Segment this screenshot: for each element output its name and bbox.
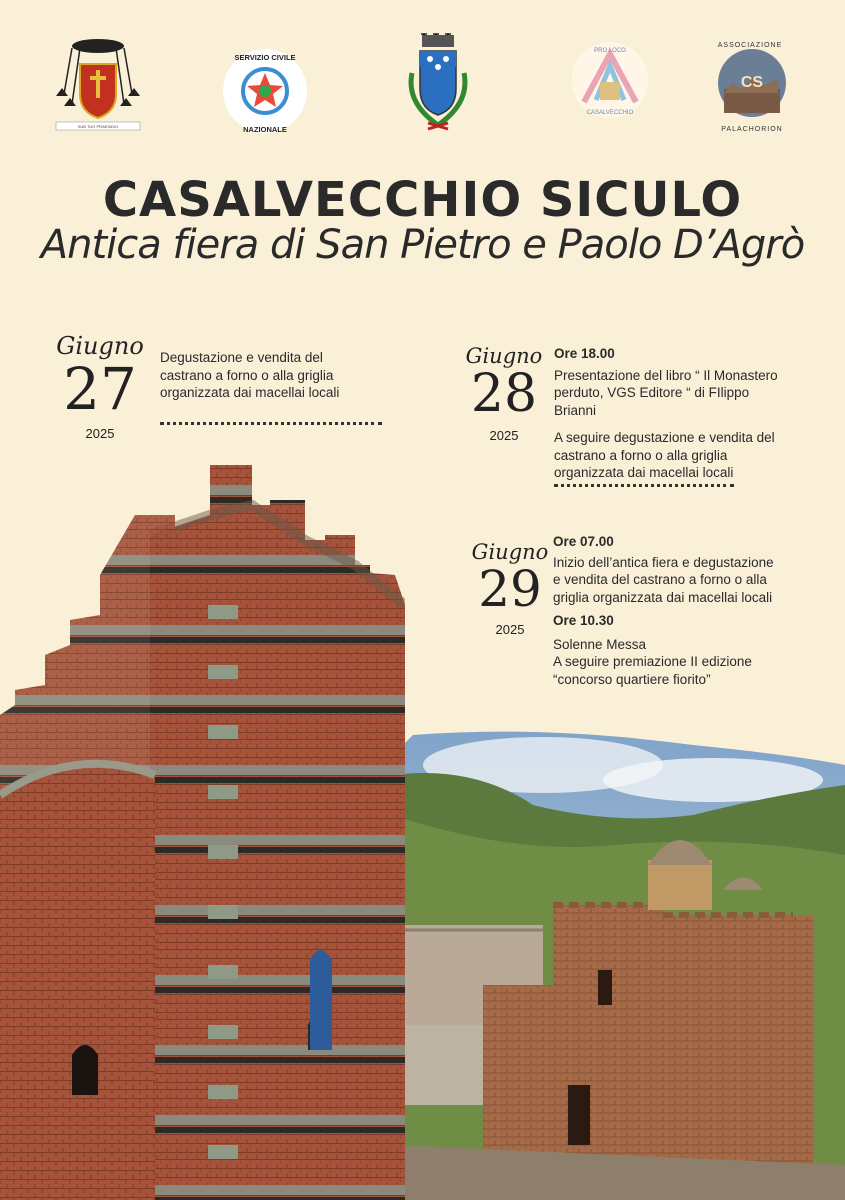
date-june-29 (470, 540, 550, 637)
event-time: Ore 07.00 (553, 534, 614, 549)
text-line: Brianni (554, 402, 597, 418)
servizio-civile-logo (220, 46, 310, 136)
event-29-description (553, 533, 838, 688)
text-line: organizzata dai macellai locali (554, 465, 734, 480)
text-line: griglia organizzata dai macellai locali (553, 589, 773, 605)
date-day: 29 (478, 560, 542, 618)
date-year: 2025 (85, 426, 115, 441)
dotted-divider (160, 422, 382, 425)
svg-text:NAZIONALE: NAZIONALE (243, 125, 287, 134)
svg-text:PRO LOCO: PRO LOCO (594, 48, 626, 54)
date-month: Giugno (56, 332, 144, 360)
text-line: “concorso quartiere fiorito” (553, 671, 711, 687)
text-line: Solenne Messa (553, 636, 647, 652)
text-line: A seguire degustazione e vendita del (554, 430, 775, 445)
svg-text:ASSOCIAZIONE: ASSOCIAZIONE (717, 42, 783, 49)
event-title: CASALVECCHIO SICULO (102, 172, 743, 228)
associazione-palachorion-logo (700, 33, 800, 133)
date-month: Giugno (471, 540, 549, 564)
svg-text:CASALVECCHIO: CASALVECCHIO (586, 110, 634, 116)
date-month: Giugno (465, 344, 543, 368)
text-line: Inizio dell’antica fiera e degustazione (553, 554, 774, 570)
svg-text:SERVIZIO CIVILE: SERVIZIO CIVILE (234, 53, 296, 62)
text-line: e vendita del castrano a forno o alla (553, 572, 767, 587)
event-time: Ore 10.30 (553, 613, 614, 628)
brick-tower-photo (0, 455, 405, 1200)
text-line: Presentazione del libro “ Il Monastero (554, 367, 778, 383)
event-28-description (554, 345, 834, 482)
text-line: organizzata dai macellai locali (160, 385, 340, 400)
date-day: 27 (63, 355, 137, 423)
monastery-landscape-photo (393, 725, 845, 1200)
svg-text:CS: CS (740, 74, 764, 91)
event-subtitle: Antica fiera di San Pietro e Paolo D’Agrò (40, 222, 805, 268)
text-line: perduto, VGS Editore “ di FIlippo (554, 385, 750, 400)
event-time: Ore 18.00 (554, 346, 615, 361)
pro-loco-logo (570, 40, 650, 120)
text-line: Degustazione e vendita del (160, 350, 323, 365)
date-june-27 (55, 332, 145, 441)
text-line: castrano a forno o alla griglia (160, 367, 334, 383)
dotted-divider (554, 484, 734, 487)
date-year: 2025 (495, 622, 525, 637)
date-day: 28 (470, 364, 538, 424)
logo-bar (0, 28, 845, 138)
text-line: castrano a forno o alla griglia (554, 447, 728, 463)
date-year: 2025 (489, 428, 519, 443)
svg-text:SUB TUO PRAESIDIO: SUB TUO PRAESIDIO (77, 124, 119, 129)
municipal-coat-of-arms-logo (398, 33, 478, 133)
text-line: A seguire premiazione II edizione (553, 654, 752, 669)
bishop-coat-of-arms-logo (50, 34, 146, 134)
event-27-description (160, 349, 400, 402)
svg-text:PALACHORION: PALACHORION (721, 126, 783, 133)
date-june-28 (464, 344, 544, 443)
